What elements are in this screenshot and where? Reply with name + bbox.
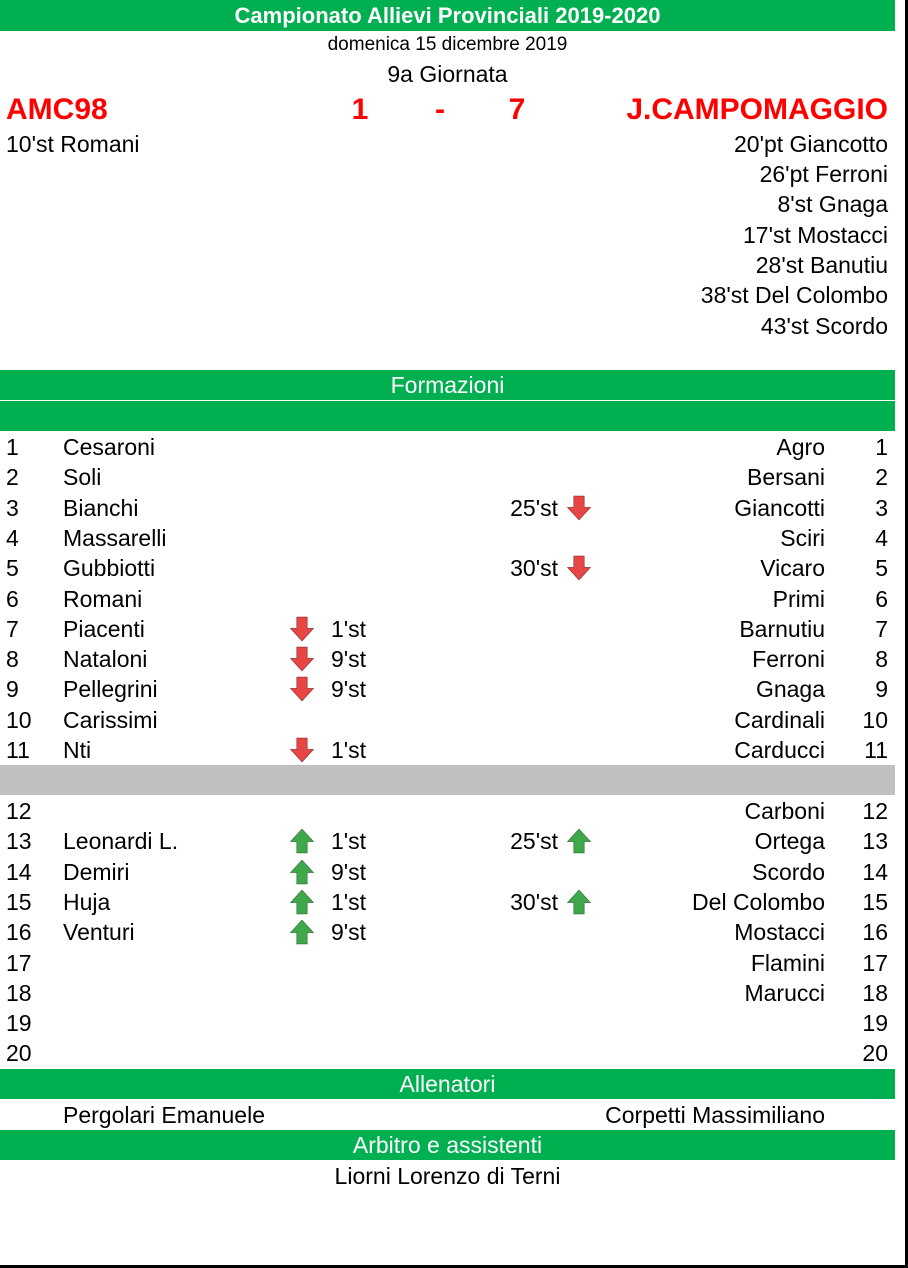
home-player-name: Carissimi — [63, 707, 158, 733]
away-sub-minute: 25'st — [510, 495, 558, 521]
away-coach: Corpetti Massimiliano — [605, 1102, 825, 1128]
home-sub-minute: 1'st — [331, 737, 367, 763]
away-sub-minute: 30'st — [510, 889, 558, 915]
sub-in-arrow-icon — [289, 919, 315, 950]
home-sub-minute: 1'st — [331, 828, 367, 854]
sub-out-arrow-icon — [289, 737, 315, 768]
away-shirt-number: 14 — [862, 859, 888, 885]
home-sub-minute: 9'st — [331, 859, 367, 885]
away-player-name: Bersani — [747, 464, 825, 490]
away-score: 7 — [508, 93, 526, 126]
sub-in-arrow-icon — [289, 828, 315, 859]
away-shirt-number: 4 — [875, 525, 888, 551]
away-player-name: Marucci — [744, 980, 825, 1006]
away-shirt-number: 11 — [864, 737, 888, 763]
home-player-name: Gubbiotti — [63, 555, 156, 581]
home-player-name: Cesaroni — [63, 434, 156, 460]
home-shirt-number: 5 — [6, 555, 19, 581]
away-shirt-number: 20 — [862, 1040, 888, 1066]
home-shirt-number: 16 — [6, 919, 32, 945]
home-shirt-number: 18 — [6, 980, 32, 1006]
home-shirt-number: 2 — [6, 464, 19, 490]
away-shirt-number: 19 — [862, 1010, 888, 1036]
sub-in-arrow-icon — [566, 889, 592, 920]
home-shirt-number: 20 — [6, 1040, 32, 1066]
home-sub-minute: 9'st — [331, 646, 367, 672]
away-player-name: Ferroni — [752, 646, 825, 672]
bench-separator — [0, 765, 895, 795]
lineups-band — [0, 370, 895, 400]
sub-out-arrow-icon — [289, 646, 315, 677]
home-sub-minute: 1'st — [331, 889, 367, 915]
away-scorer: 38'st Del Colombo — [700, 282, 888, 308]
home-player-name: Massarelli — [63, 525, 167, 551]
referees-title: Arbitro e assistenti — [352, 1132, 543, 1158]
away-player-name: Agro — [776, 434, 825, 460]
home-sub-minute: 9'st — [331, 676, 367, 702]
away-scorer: 17'st Mostacci — [743, 222, 888, 248]
home-shirt-number: 6 — [6, 586, 19, 612]
away-player-name: Cardinali — [734, 707, 825, 733]
away-shirt-number: 13 — [862, 828, 888, 854]
away-player-name: Barnutiu — [739, 616, 825, 642]
home-sub-minute: 1'st — [331, 616, 367, 642]
home-scorer: 10'st Romani — [6, 131, 140, 157]
away-shirt-number: 12 — [862, 798, 888, 824]
home-player-name: Pellegrini — [63, 676, 158, 702]
away-shirt-number: 2 — [875, 464, 888, 490]
home-player-name: Leonardi L. — [63, 828, 179, 854]
referee-names: Liorni Lorenzo di Terni — [334, 1163, 561, 1189]
away-player-name: Sciri — [780, 525, 825, 551]
away-shirt-number: 10 — [862, 707, 888, 733]
home-shirt-number: 17 — [6, 950, 32, 976]
home-player-name: Demiri — [63, 859, 130, 885]
away-player-name: Scordo — [752, 859, 825, 885]
match-date: domenica 15 dicembre 2019 — [327, 34, 568, 55]
away-sub-minute: 30'st — [510, 555, 558, 581]
home-shirt-number: 8 — [6, 646, 19, 672]
home-player-name: Nataloni — [63, 646, 148, 672]
away-player-name: Vicaro — [760, 555, 825, 581]
home-shirt-number: 1 — [6, 434, 19, 460]
away-player-name: Gnaga — [755, 676, 825, 702]
away-scorer: 20'pt Giancotto — [734, 131, 888, 157]
away-scorer: 26'pt Ferroni — [759, 161, 888, 187]
away-player-name: Carboni — [744, 798, 825, 824]
away-player-name: Giancotti — [734, 495, 825, 521]
sub-out-arrow-icon — [566, 555, 592, 586]
away-shirt-number: 9 — [875, 676, 888, 702]
championship-title: Campionato Allievi Provinciali 2019-2020 — [234, 3, 661, 28]
away-shirt-number: 3 — [875, 495, 888, 521]
home-sub-minute: 9'st — [331, 919, 367, 945]
home-player-name: Piacenti — [63, 616, 145, 642]
away-player-name: Mostacci — [734, 919, 825, 945]
home-player-name: Nti — [63, 737, 92, 763]
away-player-name: Primi — [772, 586, 825, 612]
home-player-name: Romani — [63, 586, 143, 612]
score-separator: - — [435, 93, 445, 126]
lineups-title: Formazioni — [390, 372, 505, 398]
lineups-band-lower — [0, 401, 895, 431]
sub-out-arrow-icon — [289, 616, 315, 647]
home-player-name: Venturi — [63, 919, 135, 945]
away-shirt-number: 8 — [875, 646, 888, 672]
home-player-name: Huja — [63, 889, 111, 915]
home-shirt-number: 4 — [6, 525, 19, 551]
away-shirt-number: 7 — [875, 616, 888, 642]
home-shirt-number: 10 — [6, 707, 32, 733]
away-shirt-number: 15 — [862, 889, 888, 915]
coaches-title: Allenatori — [399, 1071, 496, 1097]
away-player-name: Carducci — [734, 737, 825, 763]
home-team-name: AMC98 — [6, 93, 108, 126]
away-scorer: 28'st Banutiu — [755, 252, 888, 278]
home-shirt-number: 13 — [6, 828, 32, 854]
referees-band — [0, 1130, 895, 1160]
coaches-band — [0, 1069, 895, 1099]
home-shirt-number: 3 — [6, 495, 19, 521]
away-sub-minute: 25'st — [510, 828, 558, 854]
home-score: 1 — [351, 93, 369, 126]
home-shirt-number: 9 — [6, 676, 19, 702]
sub-in-arrow-icon — [566, 828, 592, 859]
title-band — [0, 0, 895, 31]
home-shirt-number: 11 — [6, 737, 30, 763]
away-player-name: Del Colombo — [692, 889, 825, 915]
home-shirt-number: 7 — [6, 616, 19, 642]
home-shirt-number: 19 — [6, 1010, 32, 1036]
match-round: 9a Giornata — [387, 61, 508, 87]
home-shirt-number: 12 — [6, 798, 32, 824]
away-shirt-number: 5 — [875, 555, 888, 581]
away-team-name: J.CAMPOMAGGIO — [626, 93, 888, 126]
away-shirt-number: 17 — [862, 950, 888, 976]
away-scorer: 8'st Gnaga — [777, 191, 888, 217]
sub-out-arrow-icon — [566, 495, 592, 526]
home-player-name: Soli — [63, 464, 102, 490]
sub-in-arrow-icon — [289, 889, 315, 920]
sub-in-arrow-icon — [289, 859, 315, 890]
away-player-name: Flamini — [750, 950, 825, 976]
away-shirt-number: 18 — [862, 980, 888, 1006]
away-scorer: 43'st Scordo — [760, 313, 888, 339]
sub-out-arrow-icon — [289, 676, 315, 707]
home-shirt-number: 14 — [6, 859, 32, 885]
away-shirt-number: 1 — [875, 434, 888, 460]
home-shirt-number: 15 — [6, 889, 32, 915]
home-coach: Pergolari Emanuele — [63, 1102, 266, 1128]
away-shirt-number: 16 — [862, 919, 888, 945]
home-player-name: Bianchi — [63, 495, 139, 521]
away-shirt-number: 6 — [875, 586, 888, 612]
away-player-name: Ortega — [754, 828, 825, 854]
